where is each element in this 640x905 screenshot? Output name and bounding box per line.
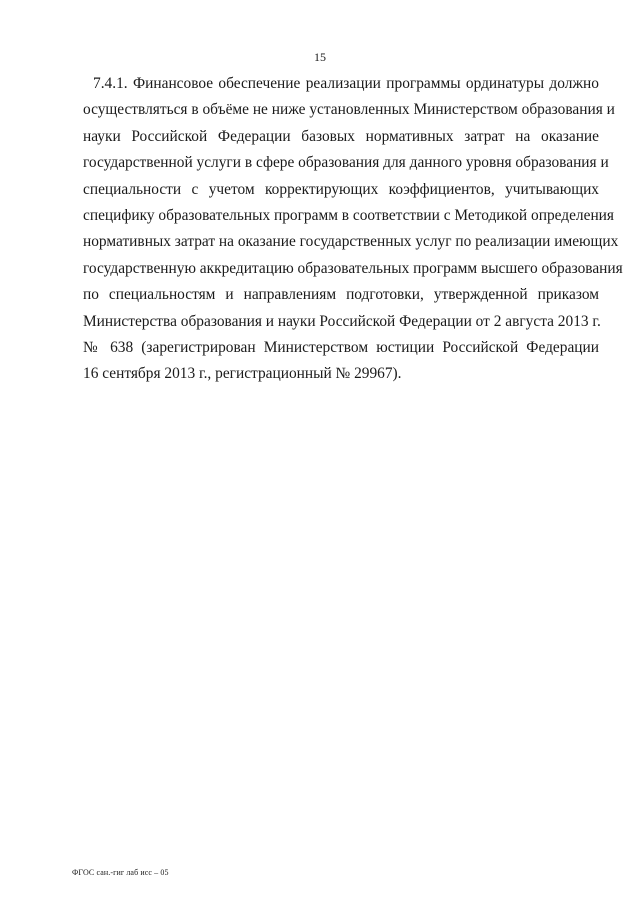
paragraph-line: государственной услуги в сфере образования для данного уровня образования и (83, 154, 609, 172)
paragraph-line: 7.4.1. Финансовое обеспечение реализации программы ординатуры должно (93, 75, 599, 92)
paragraph-line: осуществляться в объёме не ниже установленных Министерством образования и (83, 101, 615, 119)
paragraph-line: № 638 (зарегистрирован Министерством юстиции Российской Федерации (83, 338, 599, 356)
paragraph-line: Министерства образования и науки Российской Федерации от 2 августа 2013 г. (83, 312, 601, 330)
paragraph-line: специфику образовательных программ в соответствии с Методикой определения (83, 206, 614, 224)
page-number: 15 (314, 50, 326, 64)
paragraph-line: по специальностям и направлениям подготовки, утвержденной приказом (83, 286, 599, 304)
paragraph-line: 16 сентября 2013 г., регистрационный № 29967). (83, 365, 402, 383)
paragraph-7-4-1 (83, 71, 623, 388)
footer-note: ФГОС сан.-гиг лаб исс – 05 (72, 868, 169, 877)
paragraph-line: нормативных затрат на оказание государственных услуг по реализации имеющих (83, 233, 619, 251)
paragraph-line: государственную аккредитацию образовательных программ высшего образования (83, 259, 623, 277)
paragraph-line: науки Российской Федерации базовых нормативных затрат на оказание (83, 127, 599, 145)
paragraph-line: специальности с учетом корректирующих коэффициентов, учитывающих (83, 180, 599, 198)
